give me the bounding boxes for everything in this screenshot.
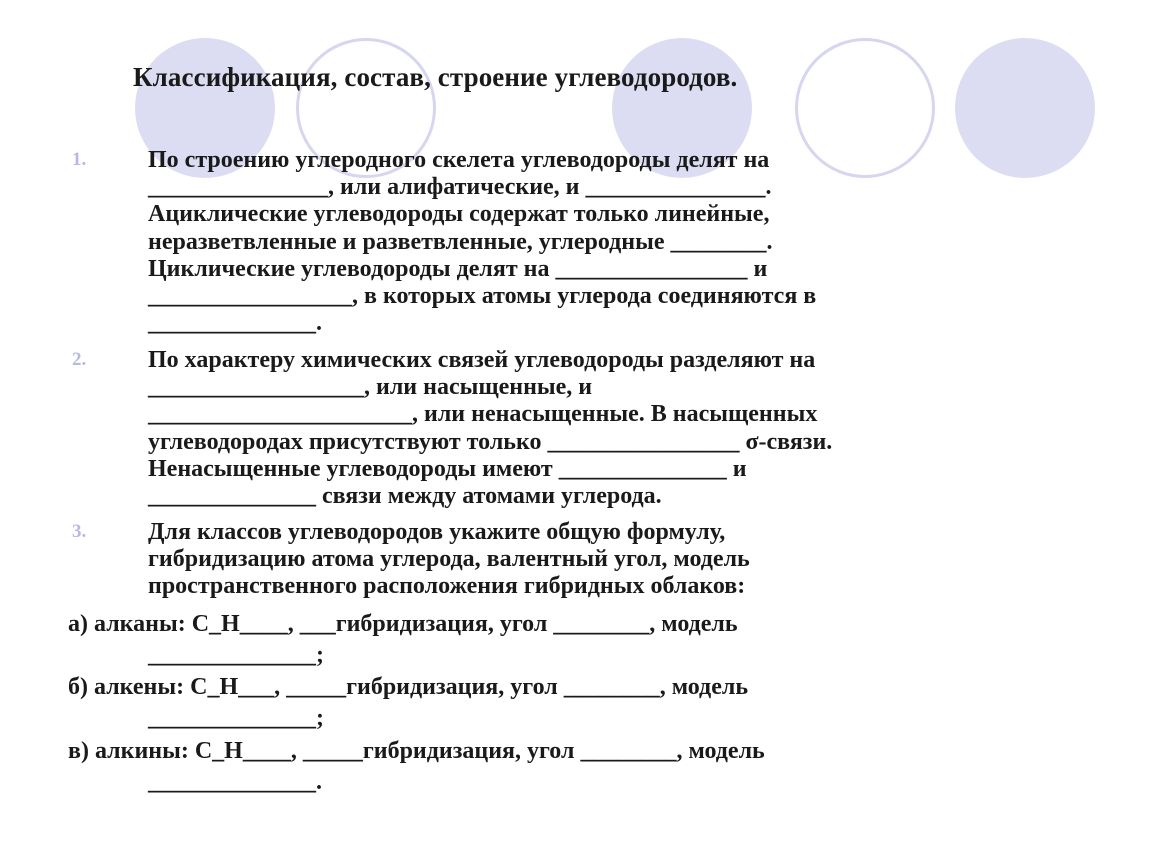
list-number: 1. — [72, 149, 87, 170]
list-number: 3. — [72, 521, 87, 542]
text-line: По характеру химических связей углеводороды разделяют на — [148, 347, 816, 373]
text-line: __________________, или насыщенные, и — [148, 374, 593, 401]
text-line: _________________, в которых атомы углерода соединяются в — [148, 282, 817, 309]
text-line: гибридизацию атома углерода, валентный угол, модель — [148, 546, 750, 573]
answer-alkynes — [68, 736, 765, 798]
answer-line: в) алкины: C_H____, _____гибридизация, угол ________, модель — [68, 738, 765, 764]
text-line: _______________, или алифатические, и _______________. — [148, 174, 772, 201]
text-line: углеводородах присутствуют только ________________ σ-связи. — [148, 428, 833, 455]
answer-alkenes — [68, 672, 748, 734]
text-line: ______________________, или ненасыщенные. В насыщенных — [148, 401, 818, 428]
decorative-circle-filled — [955, 38, 1095, 178]
text-line: Для классов углеводородов укажите общую формулу, — [148, 519, 726, 545]
text-line: ______________ связи между атомами углерода. — [148, 482, 662, 509]
text-line: По строению углеродного скелета углеводороды делят на — [148, 147, 770, 173]
answer-continuation: ______________. — [148, 769, 322, 795]
page-title: Классификация, состав, строение углеводородов. — [133, 62, 738, 92]
list-item-3 — [148, 519, 750, 601]
answer-continuation: ______________; — [148, 705, 324, 731]
answer-line: б) алкены: C_H___, _____гибридизация, угол ________, модель — [68, 674, 749, 700]
list-item-1 — [148, 147, 816, 337]
text-line: Ненасыщенные углеводороды имеют ______________ и — [148, 455, 747, 482]
answer-continuation: ______________; — [148, 642, 324, 668]
text-line: пространственного расположения гибридных облаков: — [148, 573, 746, 600]
text-line: ______________. — [148, 310, 322, 337]
text-line: Ациклические углеводороды содержат только линейные, — [148, 201, 770, 228]
answer-alkanes — [68, 609, 738, 671]
text-line: неразветвленные и разветвленные, углеродные ________. — [148, 228, 773, 255]
answer-line: а) алканы: C_H____, ___гибридизация, угол ________, модель — [68, 611, 738, 637]
list-item-2 — [148, 347, 832, 510]
text-line: Циклические углеводороды делят на ________________ и — [148, 255, 768, 282]
list-number: 2. — [72, 349, 87, 370]
